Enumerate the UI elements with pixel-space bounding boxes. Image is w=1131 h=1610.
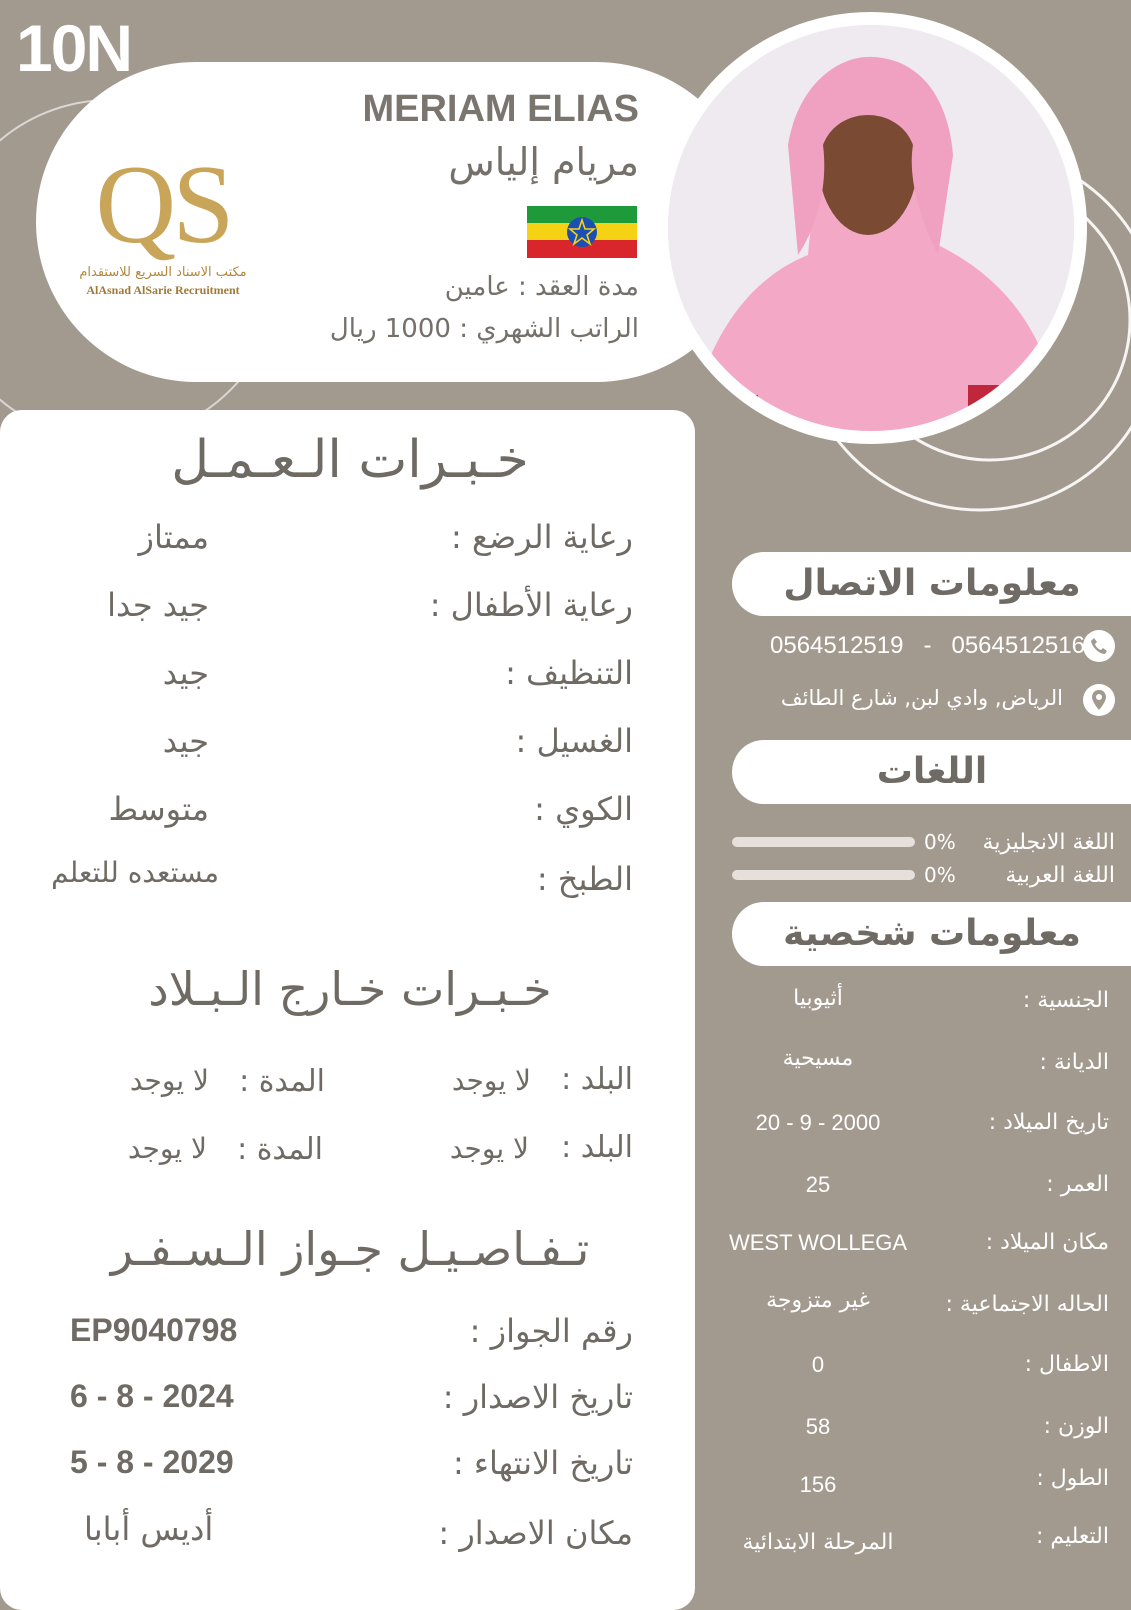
phone-numbers[interactable]: 0564512519 - 0564512516: [770, 632, 1085, 659]
skill-value: جيد جدا: [107, 586, 209, 624]
language-percent: 0%: [924, 863, 956, 887]
abroad-country-label: البلد :: [561, 1130, 633, 1165]
card-code: 10N: [16, 11, 132, 85]
location-pin-icon: [1083, 684, 1115, 716]
skill-label: الطبخ :: [536, 860, 633, 898]
languages-title: اللغات: [876, 751, 988, 792]
language-label: اللغة الانجليزية: [982, 830, 1115, 855]
personal-value: WEST WOLLEGA: [728, 1230, 908, 1255]
monthly-salary: الراتب الشهري : 1000 ريال: [329, 314, 639, 344]
worker-name-arabic: مريام إلياس: [448, 140, 639, 184]
abroad-experience-title: خـبـرات خـارج الـبـلاد: [148, 962, 552, 1016]
passport-issue-place: أديس أبابا: [84, 1510, 214, 1548]
personal-label: التعليم :: [1035, 1524, 1109, 1549]
passport-label: مكان الاصدار :: [438, 1514, 633, 1552]
personal-label: الديانة :: [1039, 1050, 1109, 1075]
skill-label: الغسيل :: [515, 722, 633, 760]
passport-label: رقم الجواز :: [469, 1312, 633, 1350]
language-percent: 0%: [924, 830, 956, 854]
personal-title: معلومات شخصية: [783, 913, 1081, 954]
personal-label: العمر :: [1046, 1172, 1109, 1197]
personal-value: المرحلة الابتدائية: [742, 1530, 894, 1555]
personal-label: تاريخ الميلاد :: [988, 1110, 1109, 1135]
personal-value: 20 - 9 - 2000: [755, 1110, 881, 1135]
logo-english-text: AlAsnad AlSarie Recruitment: [86, 283, 240, 297]
passport-issue-date: 6 - 8 - 2024: [70, 1378, 234, 1414]
passport-label: تاريخ الانتهاء :: [452, 1444, 633, 1482]
worker-name-english: MERIAM ELIAS: [362, 88, 639, 130]
passport-title: تـفـاصـيـل جـواز الـسـفـر: [110, 1222, 590, 1276]
personal-value: غير متزوجة: [766, 1288, 870, 1313]
skill-label: رعاية الأطفال :: [429, 586, 633, 624]
phone-icon: [1083, 630, 1115, 662]
skill-value: ممتاز: [138, 518, 209, 556]
personal-label: الاطفال :: [1024, 1352, 1109, 1377]
personal-label: الجنسية :: [1022, 988, 1109, 1013]
personal-value: 25: [805, 1172, 831, 1197]
work-experience-title: خـبـرات الـعـمـل: [171, 430, 529, 490]
skill-value: مستعده للتعلم: [51, 856, 219, 889]
skill-label: رعاية الرضع :: [451, 518, 633, 556]
abroad-duration-value: لا يوجد: [127, 1132, 207, 1165]
logo-arabic-text: مكتب الاسناد السريع للاستقدام: [79, 265, 247, 280]
language-label: اللغة العربية: [1005, 863, 1115, 888]
abroad-duration-label: المدة :: [239, 1064, 325, 1099]
abroad-duration-value: لا يوجد: [129, 1064, 209, 1097]
personal-value: مسيحية: [782, 1046, 854, 1071]
personal-value: أثيوبيا: [793, 986, 843, 1011]
passport-number: EP9040798: [70, 1312, 238, 1348]
address: الرياض, وادي لبن, شارع الطائف: [780, 686, 1063, 710]
personal-label: مكان الميلاد :: [985, 1230, 1109, 1255]
skill-value: متوسط: [108, 790, 209, 828]
worker-photo: [668, 25, 1074, 431]
personal-value: 0: [811, 1352, 825, 1377]
passport-expiry-date: 5 - 8 - 2029: [70, 1444, 234, 1480]
skill-label: التنظيف :: [505, 654, 633, 692]
personal-label: الحاله الاجتماعية :: [945, 1292, 1109, 1317]
contact-title: معلومات الاتصال: [783, 563, 1081, 604]
languages-section-header: [732, 740, 1131, 804]
abroad-country-value: لا يوجد: [451, 1064, 531, 1097]
skill-label: الكوي :: [534, 790, 633, 828]
personal-value: 156: [799, 1472, 837, 1497]
abroad-country-value: لا يوجد: [449, 1132, 529, 1165]
passport-label: تاريخ الاصدار :: [442, 1378, 633, 1416]
language-progress-bar: [732, 837, 915, 847]
contract-duration: مدة العقد : عامين: [444, 272, 639, 302]
personal-section-header: [732, 902, 1131, 966]
skill-value: جيد: [162, 654, 209, 692]
abroad-country-label: البلد :: [561, 1062, 633, 1097]
logo-letters: QS: [95, 143, 231, 267]
contact-section-header: [732, 552, 1131, 616]
language-progress-bar: [732, 870, 915, 880]
personal-value: 58: [805, 1414, 831, 1439]
personal-label: الوزن :: [1043, 1414, 1109, 1439]
personal-label: الطول :: [1036, 1466, 1109, 1491]
company-logo: [58, 145, 268, 305]
abroad-duration-label: المدة :: [237, 1132, 323, 1167]
ethiopia-flag-icon: [527, 206, 637, 258]
skill-value: جيد: [162, 722, 209, 760]
